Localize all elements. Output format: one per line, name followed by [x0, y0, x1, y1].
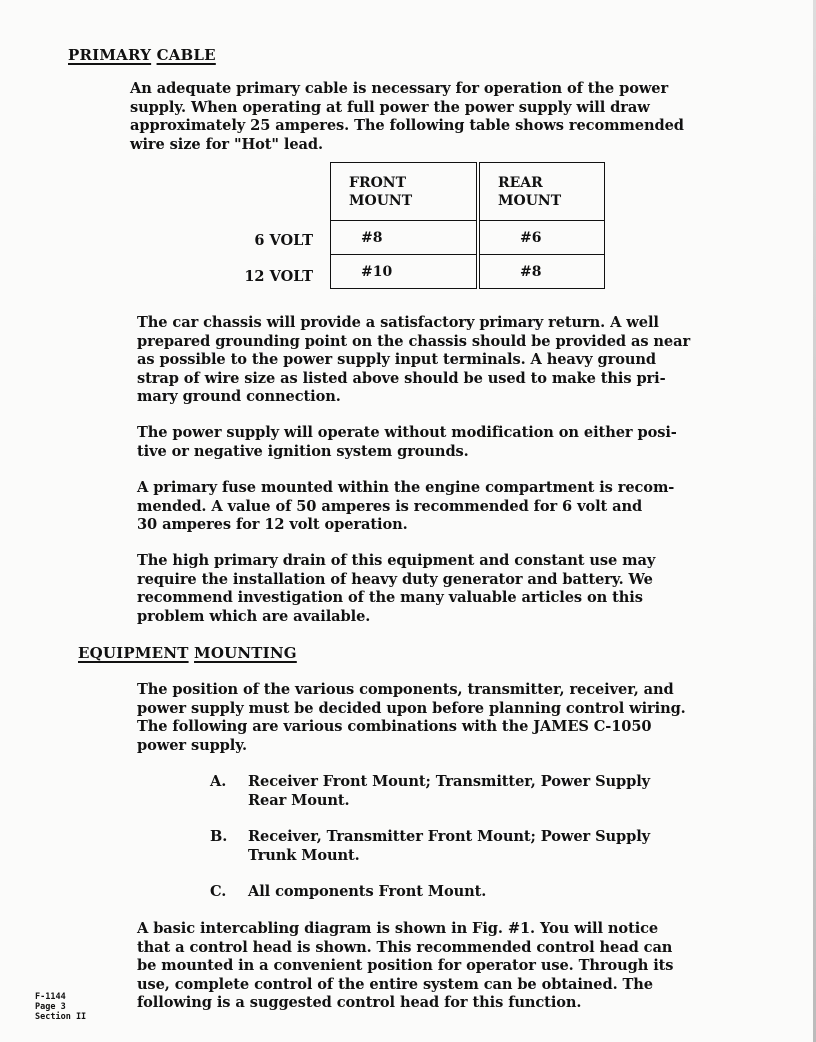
section-label: Section II	[35, 1012, 87, 1022]
text-line: problem which are available.	[137, 607, 371, 625]
heading-word: MOUNTING	[194, 644, 297, 662]
text-line	[248, 828, 650, 865]
text-line: require the installation of heavy duty generator and battery. We	[137, 570, 653, 588]
equipment-mounting-intro	[137, 681, 686, 755]
text-line: prepared grounding point on the chassis should be provided as near	[137, 332, 691, 350]
paragraph-chassis-return	[137, 314, 690, 407]
text-line: The high primary drain of this equipment and constant use may	[137, 552, 656, 569]
text-line: recommend investigation of the many valuable articles on this	[137, 589, 643, 607]
text-line: Receiver Front Mount; Transmitter, Power Supply	[248, 773, 651, 790]
cell-front: #8	[331, 221, 479, 255]
text-line: tive or negative ignition system grounds.	[137, 442, 469, 460]
text-line: that a control head is shown. This recommended control head can	[137, 938, 673, 956]
text-line: following is a suggested control head for this function.	[137, 994, 582, 1012]
text-line	[248, 883, 486, 902]
text-line: Rear Mount.	[248, 791, 350, 809]
heading-word: PRIMARY	[68, 46, 152, 64]
text-line: 30 amperes for 12 volt operation.	[137, 516, 408, 534]
table-row	[331, 255, 605, 289]
cell-rear: #6	[478, 221, 605, 255]
text-line: Trunk Mount.	[248, 846, 360, 864]
table-header-row	[331, 163, 605, 221]
page-number: Page 3	[35, 1002, 66, 1012]
text-line: A primary fuse mounted within the engine compartment is recom-	[137, 479, 675, 496]
text-line: The position of the various components, transmitter, receiver, and	[137, 681, 674, 698]
option-letter: A.	[210, 773, 227, 790]
row-label: 12 VOLT	[244, 268, 313, 285]
text-line: approximately 25 amperes. The following table shows recommended	[130, 117, 684, 135]
text-line: The power supply will operate without modification on either posi-	[137, 424, 677, 441]
option-letter: B.	[210, 828, 228, 845]
text-line: A basic intercabling diagram is shown in Fig. #1. You will notice	[137, 920, 659, 937]
row-label: 6 VOLT	[254, 232, 313, 249]
header-rear-mount: REAR MOUNT	[478, 163, 605, 221]
paragraph-intercabling	[137, 920, 673, 1013]
text-line: mary ground connection.	[137, 388, 341, 406]
section-heading-equipment-mounting	[78, 644, 297, 662]
text-line: strap of wire size as listed above should be used to make this pri-	[137, 369, 666, 387]
text-line: use, complete control of the entire system can be obtained. The	[137, 975, 653, 993]
heading-word: CABLE	[156, 46, 216, 64]
paragraph-grounds	[137, 424, 677, 461]
doc-number: F-1144	[35, 992, 66, 1002]
page-footer	[35, 992, 86, 1022]
option-b	[210, 828, 650, 865]
paragraph-drain	[137, 552, 655, 626]
option-c	[210, 883, 486, 902]
text-line: The car chassis will provide a satisfactory primary return. A well	[137, 314, 659, 331]
cell-front: #10	[331, 255, 479, 289]
option-letter: C.	[210, 883, 227, 900]
text-line: power supply must be decided upon before planning control wiring.	[137, 699, 686, 717]
primary-cable-intro	[130, 80, 684, 154]
table-row	[331, 221, 605, 255]
text-line: power supply.	[137, 736, 247, 754]
cell-rear: #8	[478, 255, 605, 289]
section-heading-primary-cable	[68, 46, 216, 64]
text-line: Receiver, Transmitter Front Mount; Power Supply	[248, 828, 651, 845]
text-line: All components Front Mount.	[248, 883, 487, 900]
header-front-mount: FRONT MOUNT	[331, 163, 479, 221]
text-line: as possible to the power supply input terminals. A heavy ground	[137, 351, 656, 369]
text-line: The following are various combinations with the JAMES C-1050	[137, 718, 652, 736]
wire-size-table	[330, 162, 605, 289]
paragraph-fuse	[137, 479, 674, 535]
option-a	[210, 773, 650, 810]
heading-word: EQUIPMENT	[78, 644, 189, 662]
text-line: An adequate primary cable is necessary for operation of the power	[130, 80, 669, 97]
text-line: be mounted in a convenient position for operator use. Through its	[137, 957, 674, 975]
text-line: wire size for "Hot" lead.	[130, 135, 323, 153]
text-line: mended. A value of 50 amperes is recommended for 6 volt and	[137, 497, 643, 515]
text-line	[248, 773, 650, 810]
text-line: supply. When operating at full power the power supply will draw	[130, 98, 650, 116]
